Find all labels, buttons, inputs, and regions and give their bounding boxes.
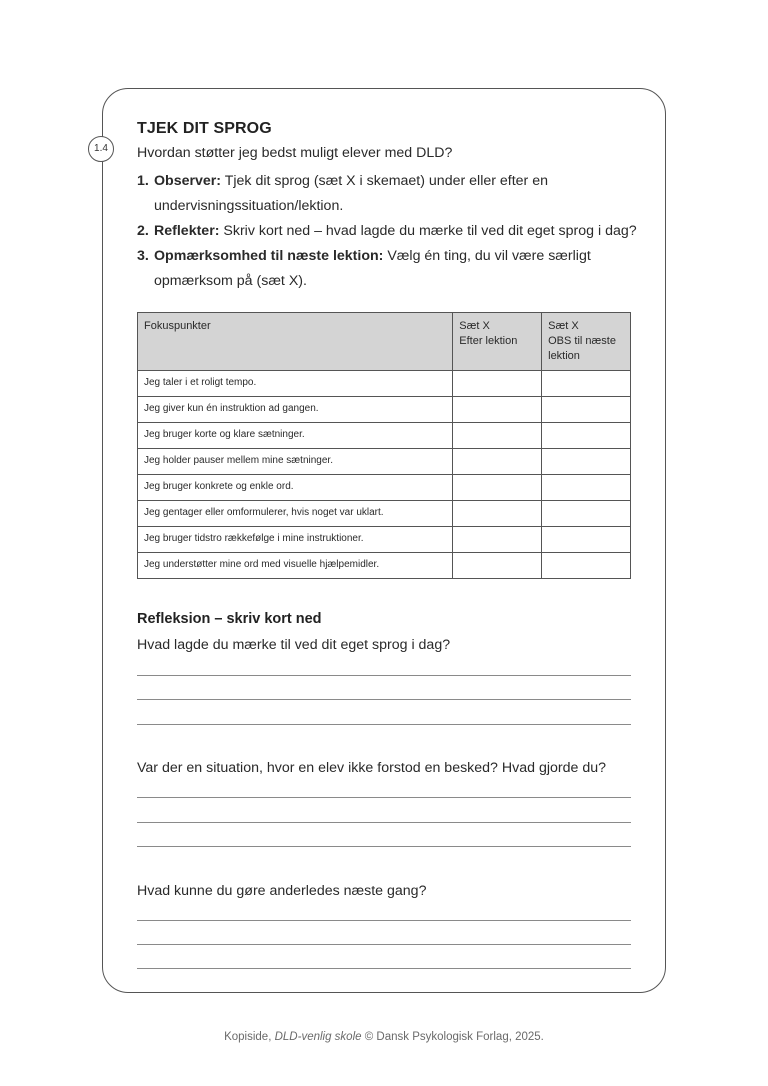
answer-line[interactable] [137,797,631,798]
table-row [138,449,631,475]
after-lesson-checkbox[interactable] [453,553,542,579]
step-number: 2. [137,223,149,239]
answer-line[interactable] [137,920,631,921]
next-lesson-checkbox[interactable] [542,397,631,423]
reflection-question-1: Hvad lagde du mærke til ved dit eget sprog i dag? [137,637,451,653]
step-text-continued: undervisningssituation/lektion. [154,198,344,214]
header-after-lesson [453,313,542,371]
focus-point: Jeg holder pauser mellem mine sætninger. [138,449,453,475]
after-lesson-checkbox[interactable] [453,527,542,553]
after-lesson-checkbox[interactable] [453,423,542,449]
footer-prefix: Kopiside, [224,1031,275,1043]
focus-point: Jeg bruger korte og klare sætninger. [138,423,453,449]
answer-line[interactable] [137,968,631,969]
after-lesson-checkbox[interactable] [453,371,542,397]
footer-copyright: © Dansk Psykologisk Forlag, 2025. [361,1031,544,1043]
next-lesson-checkbox[interactable] [542,475,631,501]
header-focus-points [138,313,453,371]
table-row [138,397,631,423]
after-lesson-checkbox[interactable] [453,501,542,527]
step-number: 3. [137,248,149,264]
next-lesson-checkbox[interactable] [542,423,631,449]
focus-point: Jeg taler i et roligt tempo. [138,371,453,397]
next-lesson-checkbox[interactable] [542,527,631,553]
focus-points-table [137,312,631,579]
next-lesson-checkbox[interactable] [542,449,631,475]
table-row [138,423,631,449]
table-row [138,501,631,527]
step-text: Vælg én ting, du vil være særligt [383,248,591,264]
answer-line[interactable] [137,822,631,823]
reflection-question-3: Hvad kunne du gøre anderledes næste gang? [137,883,427,899]
table-row [138,527,631,553]
step-text: Skriv kort ned – hvad lagde du mærke til ved dit eget sprog i dag? [219,223,637,239]
instruction-steps [137,169,637,294]
after-lesson-checkbox[interactable] [453,475,542,501]
section-number-badge: 1.4 [88,136,114,162]
step-2 [137,219,637,244]
header-label: lektion [548,350,580,362]
table-header-row [138,313,631,371]
page-footer [0,1031,768,1043]
focus-point: Jeg giver kun én instruktion ad gangen. [138,397,453,423]
footer-book-title: DLD-venlig skole [274,1031,362,1043]
focus-point: Jeg understøtter mine ord med visuelle hjælpemidler. [138,553,453,579]
header-label: Sæt X [459,320,490,332]
table-row [138,371,631,397]
header-label: OBS til næste [548,335,616,347]
step-text-continued: opmærksom på (sæt X). [154,273,307,289]
step-label: Opmærksomhed til næste lektion: [154,248,384,264]
table-row [138,553,631,579]
after-lesson-checkbox[interactable] [453,449,542,475]
answer-line[interactable] [137,675,631,676]
step-label: Observer: [154,173,222,189]
table-row [138,475,631,501]
next-lesson-checkbox[interactable] [542,371,631,397]
header-label: Fokuspunkter [144,320,211,332]
reflection-question-2: Var der en situation, hvor en elev ikke forstod en besked? Hvad gjorde du? [137,760,606,776]
answer-line[interactable] [137,724,631,725]
after-lesson-checkbox[interactable] [453,397,542,423]
focus-point: Jeg bruger konkrete og enkle ord. [138,475,453,501]
focus-point: Jeg bruger tidstro rækkefølge i mine instruktioner. [138,527,453,553]
header-next-lesson [542,313,631,371]
step-1 [137,169,637,219]
answer-line[interactable] [137,846,631,847]
focus-point: Jeg gentager eller omformulerer, hvis noget var uklart. [138,501,453,527]
next-lesson-checkbox[interactable] [542,501,631,527]
step-number: 1. [137,173,149,189]
next-lesson-checkbox[interactable] [542,553,631,579]
reflection-title: Refleksion – skriv kort ned [137,611,322,627]
step-3 [137,244,637,294]
answer-line[interactable] [137,944,631,945]
step-label: Reflekter: [154,223,220,239]
header-label: Efter lektion [459,335,518,347]
header-label: Sæt X [548,320,579,332]
answer-line[interactable] [137,699,631,700]
page-title: TJEK DIT SPROG [137,120,272,137]
page-subtitle: Hvordan støtter jeg bedst muligt elever med DLD? [137,145,453,161]
step-text: Tjek dit sprog (sæt X i skemaet) under eller efter en [221,173,549,189]
